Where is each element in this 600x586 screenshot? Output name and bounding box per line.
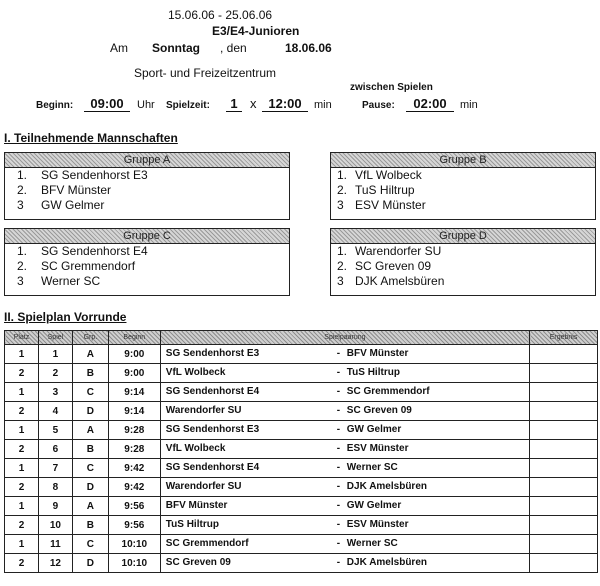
begin-time: 09:00 — [84, 96, 130, 112]
away-team: DJK Amelsbüren — [346, 481, 427, 492]
col-ergebnis: Ergebnis — [530, 331, 598, 345]
table-row — [5, 554, 598, 573]
cell-platz: 1 — [5, 497, 39, 516]
cell-beginn: 9:00 — [108, 364, 160, 383]
cell-beginn: 9:56 — [108, 516, 160, 535]
cell-pairing — [160, 554, 529, 573]
match-separator: - — [336, 424, 341, 435]
home-team: SG Sendenhorst E4 — [165, 462, 260, 473]
home-team: Warendorfer SU — [165, 405, 242, 416]
between-games-label: zwischen Spielen — [350, 82, 433, 93]
cell-beginn: 9:00 — [108, 345, 160, 364]
header-day: Sonntag — [152, 41, 200, 55]
group-d-title: Gruppe D — [331, 229, 595, 244]
cell-grp: A — [72, 497, 108, 516]
cell-beginn: 9:56 — [108, 497, 160, 516]
table-row — [5, 459, 598, 478]
cell-spiel: 5 — [38, 421, 72, 440]
group-d-team-3 — [331, 274, 595, 289]
match-separator: - — [336, 386, 341, 397]
team-name: GW Gelmer — [41, 198, 105, 212]
cell-pairing — [160, 497, 529, 516]
team-number: 3 — [17, 198, 24, 212]
playtime-count: 1 — [226, 96, 242, 112]
cell-spiel: 11 — [38, 535, 72, 554]
group-a-team-1 — [5, 168, 289, 183]
section-schedule-title: II. Spielplan Vorrunde — [4, 310, 127, 324]
cell-beginn: 9:42 — [108, 459, 160, 478]
match-separator: - — [336, 367, 341, 378]
table-row — [5, 364, 598, 383]
team-number: 2. — [337, 259, 348, 273]
cell-spiel: 9 — [38, 497, 72, 516]
team-number: 2. — [337, 183, 348, 197]
home-team: SG Sendenhorst E4 — [165, 386, 260, 397]
group-c-box — [4, 228, 290, 296]
team-name: VfL Wolbeck — [355, 168, 422, 182]
begin-label: Beginn: — [36, 100, 74, 111]
group-a-team-2 — [5, 183, 289, 198]
team-number: 1. — [17, 244, 28, 258]
min-label-1: min — [314, 99, 332, 111]
group-c-team-1 — [5, 244, 289, 259]
away-team: ESV Münster — [346, 443, 409, 454]
cell-pairing — [160, 345, 529, 364]
home-team: SG Sendenhorst E3 — [165, 424, 260, 435]
away-team: DJK Amelsbüren — [346, 557, 427, 568]
home-team: VfL Wolbeck — [165, 367, 226, 378]
cell-spiel: 4 — [38, 402, 72, 421]
cell-ergebnis[interactable] — [530, 459, 598, 478]
cell-grp: C — [72, 535, 108, 554]
team-number: 2. — [17, 259, 28, 273]
match-separator: - — [336, 405, 341, 416]
cell-ergebnis[interactable] — [530, 421, 598, 440]
playtime-x: x — [250, 96, 257, 111]
group-a-team-3 — [5, 198, 289, 213]
cell-spiel: 7 — [38, 459, 72, 478]
cell-pairing — [160, 535, 529, 554]
group-b-team-2 — [331, 183, 595, 198]
home-team: BFV Münster — [165, 500, 228, 511]
playtime-value: 12:00 — [262, 96, 308, 112]
cell-platz: 2 — [5, 364, 39, 383]
cell-spiel: 8 — [38, 478, 72, 497]
match-separator: - — [336, 481, 341, 492]
col-spiel: Spiel — [38, 331, 72, 345]
cell-spiel: 1 — [38, 345, 72, 364]
cell-platz: 1 — [5, 421, 39, 440]
cell-platz: 2 — [5, 554, 39, 573]
group-b-title: Gruppe B — [331, 153, 595, 168]
match-separator: - — [336, 557, 341, 568]
cell-grp: B — [72, 440, 108, 459]
team-number: 1. — [17, 168, 28, 182]
away-team: SC Greven 09 — [346, 405, 412, 416]
cell-platz: 2 — [5, 516, 39, 535]
home-team: VfL Wolbeck — [165, 443, 226, 454]
cell-ergebnis[interactable] — [530, 554, 598, 573]
cell-beginn: 9:14 — [108, 383, 160, 402]
match-separator: - — [336, 519, 341, 530]
cell-grp: D — [72, 402, 108, 421]
group-d-team-2 — [331, 259, 595, 274]
header-am-label: Am — [110, 41, 128, 55]
table-row — [5, 535, 598, 554]
header-den-label: , den — [220, 41, 247, 55]
away-team: TuS Hiltrup — [346, 367, 400, 378]
team-name: ESV Münster — [355, 198, 426, 212]
cell-platz: 2 — [5, 402, 39, 421]
schedule-header-row — [5, 331, 598, 345]
cell-pairing — [160, 516, 529, 535]
home-team: Warendorfer SU — [165, 481, 242, 492]
cell-pairing — [160, 440, 529, 459]
cell-grp: A — [72, 421, 108, 440]
group-d-team-1 — [331, 244, 595, 259]
cell-grp: B — [72, 364, 108, 383]
home-team: TuS Hiltrup — [165, 519, 219, 530]
group-c-team-2 — [5, 259, 289, 274]
cell-pairing — [160, 383, 529, 402]
group-a-title: Gruppe A — [5, 153, 289, 168]
home-team: SG Sendenhorst E3 — [165, 348, 260, 359]
away-team: GW Gelmer — [346, 424, 402, 435]
cell-grp: D — [72, 478, 108, 497]
cell-ergebnis[interactable] — [530, 345, 598, 364]
cell-beginn: 10:10 — [108, 535, 160, 554]
away-team: SC Gremmendorf — [346, 386, 430, 397]
home-team: SC Gremmendorf — [165, 538, 249, 549]
team-number: 3 — [17, 274, 24, 288]
cell-ergebnis[interactable] — [530, 516, 598, 535]
cell-platz: 1 — [5, 535, 39, 554]
cell-pairing — [160, 402, 529, 421]
team-name: SG Sendenhorst E3 — [41, 168, 148, 182]
cell-beginn: 9:42 — [108, 478, 160, 497]
team-name: SC Greven 09 — [355, 259, 432, 273]
cell-spiel: 10 — [38, 516, 72, 535]
group-a-box — [4, 152, 290, 220]
table-row — [5, 345, 598, 364]
group-c-team-3 — [5, 274, 289, 289]
header-category: E3/E4-Junioren — [212, 24, 300, 38]
match-separator: - — [336, 348, 341, 359]
match-separator: - — [336, 443, 341, 454]
table-row — [5, 440, 598, 459]
cell-spiel: 2 — [38, 364, 72, 383]
header-dates: 15.06.06 - 25.06.06 — [168, 8, 273, 22]
cell-pairing — [160, 459, 529, 478]
cell-beginn: 10:10 — [108, 554, 160, 573]
cell-pairing — [160, 421, 529, 440]
team-number: 2. — [17, 183, 28, 197]
team-name: SG Sendenhorst E4 — [41, 244, 148, 258]
col-spielpaarung: Spielpaarung — [160, 331, 529, 345]
team-name: Werner SC — [41, 274, 101, 288]
team-name: BFV Münster — [41, 183, 112, 197]
cell-beginn: 9:28 — [108, 440, 160, 459]
pause-label: Pause: — [362, 100, 395, 111]
min-label-2: min — [460, 99, 478, 111]
cell-spiel: 12 — [38, 554, 72, 573]
cell-platz: 1 — [5, 345, 39, 364]
away-team: Werner SC — [346, 462, 398, 473]
match-separator: - — [336, 538, 341, 549]
section-teams-title: I. Teilnehmende Mannschaften — [4, 131, 178, 145]
cell-beginn: 9:14 — [108, 402, 160, 421]
cell-spiel: 3 — [38, 383, 72, 402]
col-beginn: Beginn — [108, 331, 160, 345]
home-team: SC Greven 09 — [165, 557, 231, 568]
cell-ergebnis[interactable] — [530, 497, 598, 516]
team-number: 1. — [337, 244, 348, 258]
cell-ergebnis[interactable] — [530, 364, 598, 383]
cell-ergebnis[interactable] — [530, 383, 598, 402]
team-name: Warendorfer SU — [355, 244, 442, 258]
uhr-label: Uhr — [137, 99, 155, 111]
match-separator: - — [336, 500, 341, 511]
header-date: 18.06.06 — [285, 41, 332, 55]
group-b-team-1 — [331, 168, 595, 183]
table-row — [5, 421, 598, 440]
cell-ergebnis[interactable] — [530, 402, 598, 421]
group-b-team-3 — [331, 198, 595, 213]
team-name: SC Gremmendorf — [41, 259, 136, 273]
group-d-box — [330, 228, 596, 296]
table-row — [5, 402, 598, 421]
team-number: 3 — [337, 274, 344, 288]
cell-spiel: 6 — [38, 440, 72, 459]
cell-platz: 2 — [5, 440, 39, 459]
cell-platz: 1 — [5, 459, 39, 478]
header-venue: Sport- und Freizeitzentrum — [134, 66, 277, 80]
col-platz: Platz — [5, 331, 39, 345]
playtime-label: Spielzeit: — [166, 100, 210, 111]
group-b-box — [330, 152, 596, 220]
match-separator: - — [336, 462, 341, 473]
cell-pairing — [160, 364, 529, 383]
table-row — [5, 497, 598, 516]
cell-ergebnis[interactable] — [530, 478, 598, 497]
team-name: DJK Amelsbüren — [355, 274, 445, 288]
cell-grp: A — [72, 345, 108, 364]
away-team: BFV Münster — [346, 348, 409, 359]
table-row — [5, 516, 598, 535]
cell-pairing — [160, 478, 529, 497]
cell-platz: 2 — [5, 478, 39, 497]
cell-ergebnis[interactable] — [530, 440, 598, 459]
cell-platz: 1 — [5, 383, 39, 402]
schedule-table — [4, 330, 598, 573]
cell-grp: B — [72, 516, 108, 535]
group-c-title: Gruppe C — [5, 229, 289, 244]
cell-beginn: 9:28 — [108, 421, 160, 440]
cell-grp: C — [72, 383, 108, 402]
away-team: Werner SC — [346, 538, 398, 549]
table-row — [5, 478, 598, 497]
cell-grp: C — [72, 459, 108, 478]
col-grp: Grp. — [72, 331, 108, 345]
table-row — [5, 383, 598, 402]
away-team: GW Gelmer — [346, 500, 402, 511]
team-number: 3 — [337, 198, 344, 212]
away-team: ESV Münster — [346, 519, 409, 530]
cell-ergebnis[interactable] — [530, 535, 598, 554]
cell-grp: D — [72, 554, 108, 573]
pause-value: 02:00 — [406, 96, 454, 112]
team-name: TuS Hiltrup — [355, 183, 415, 197]
team-number: 1. — [337, 168, 348, 182]
